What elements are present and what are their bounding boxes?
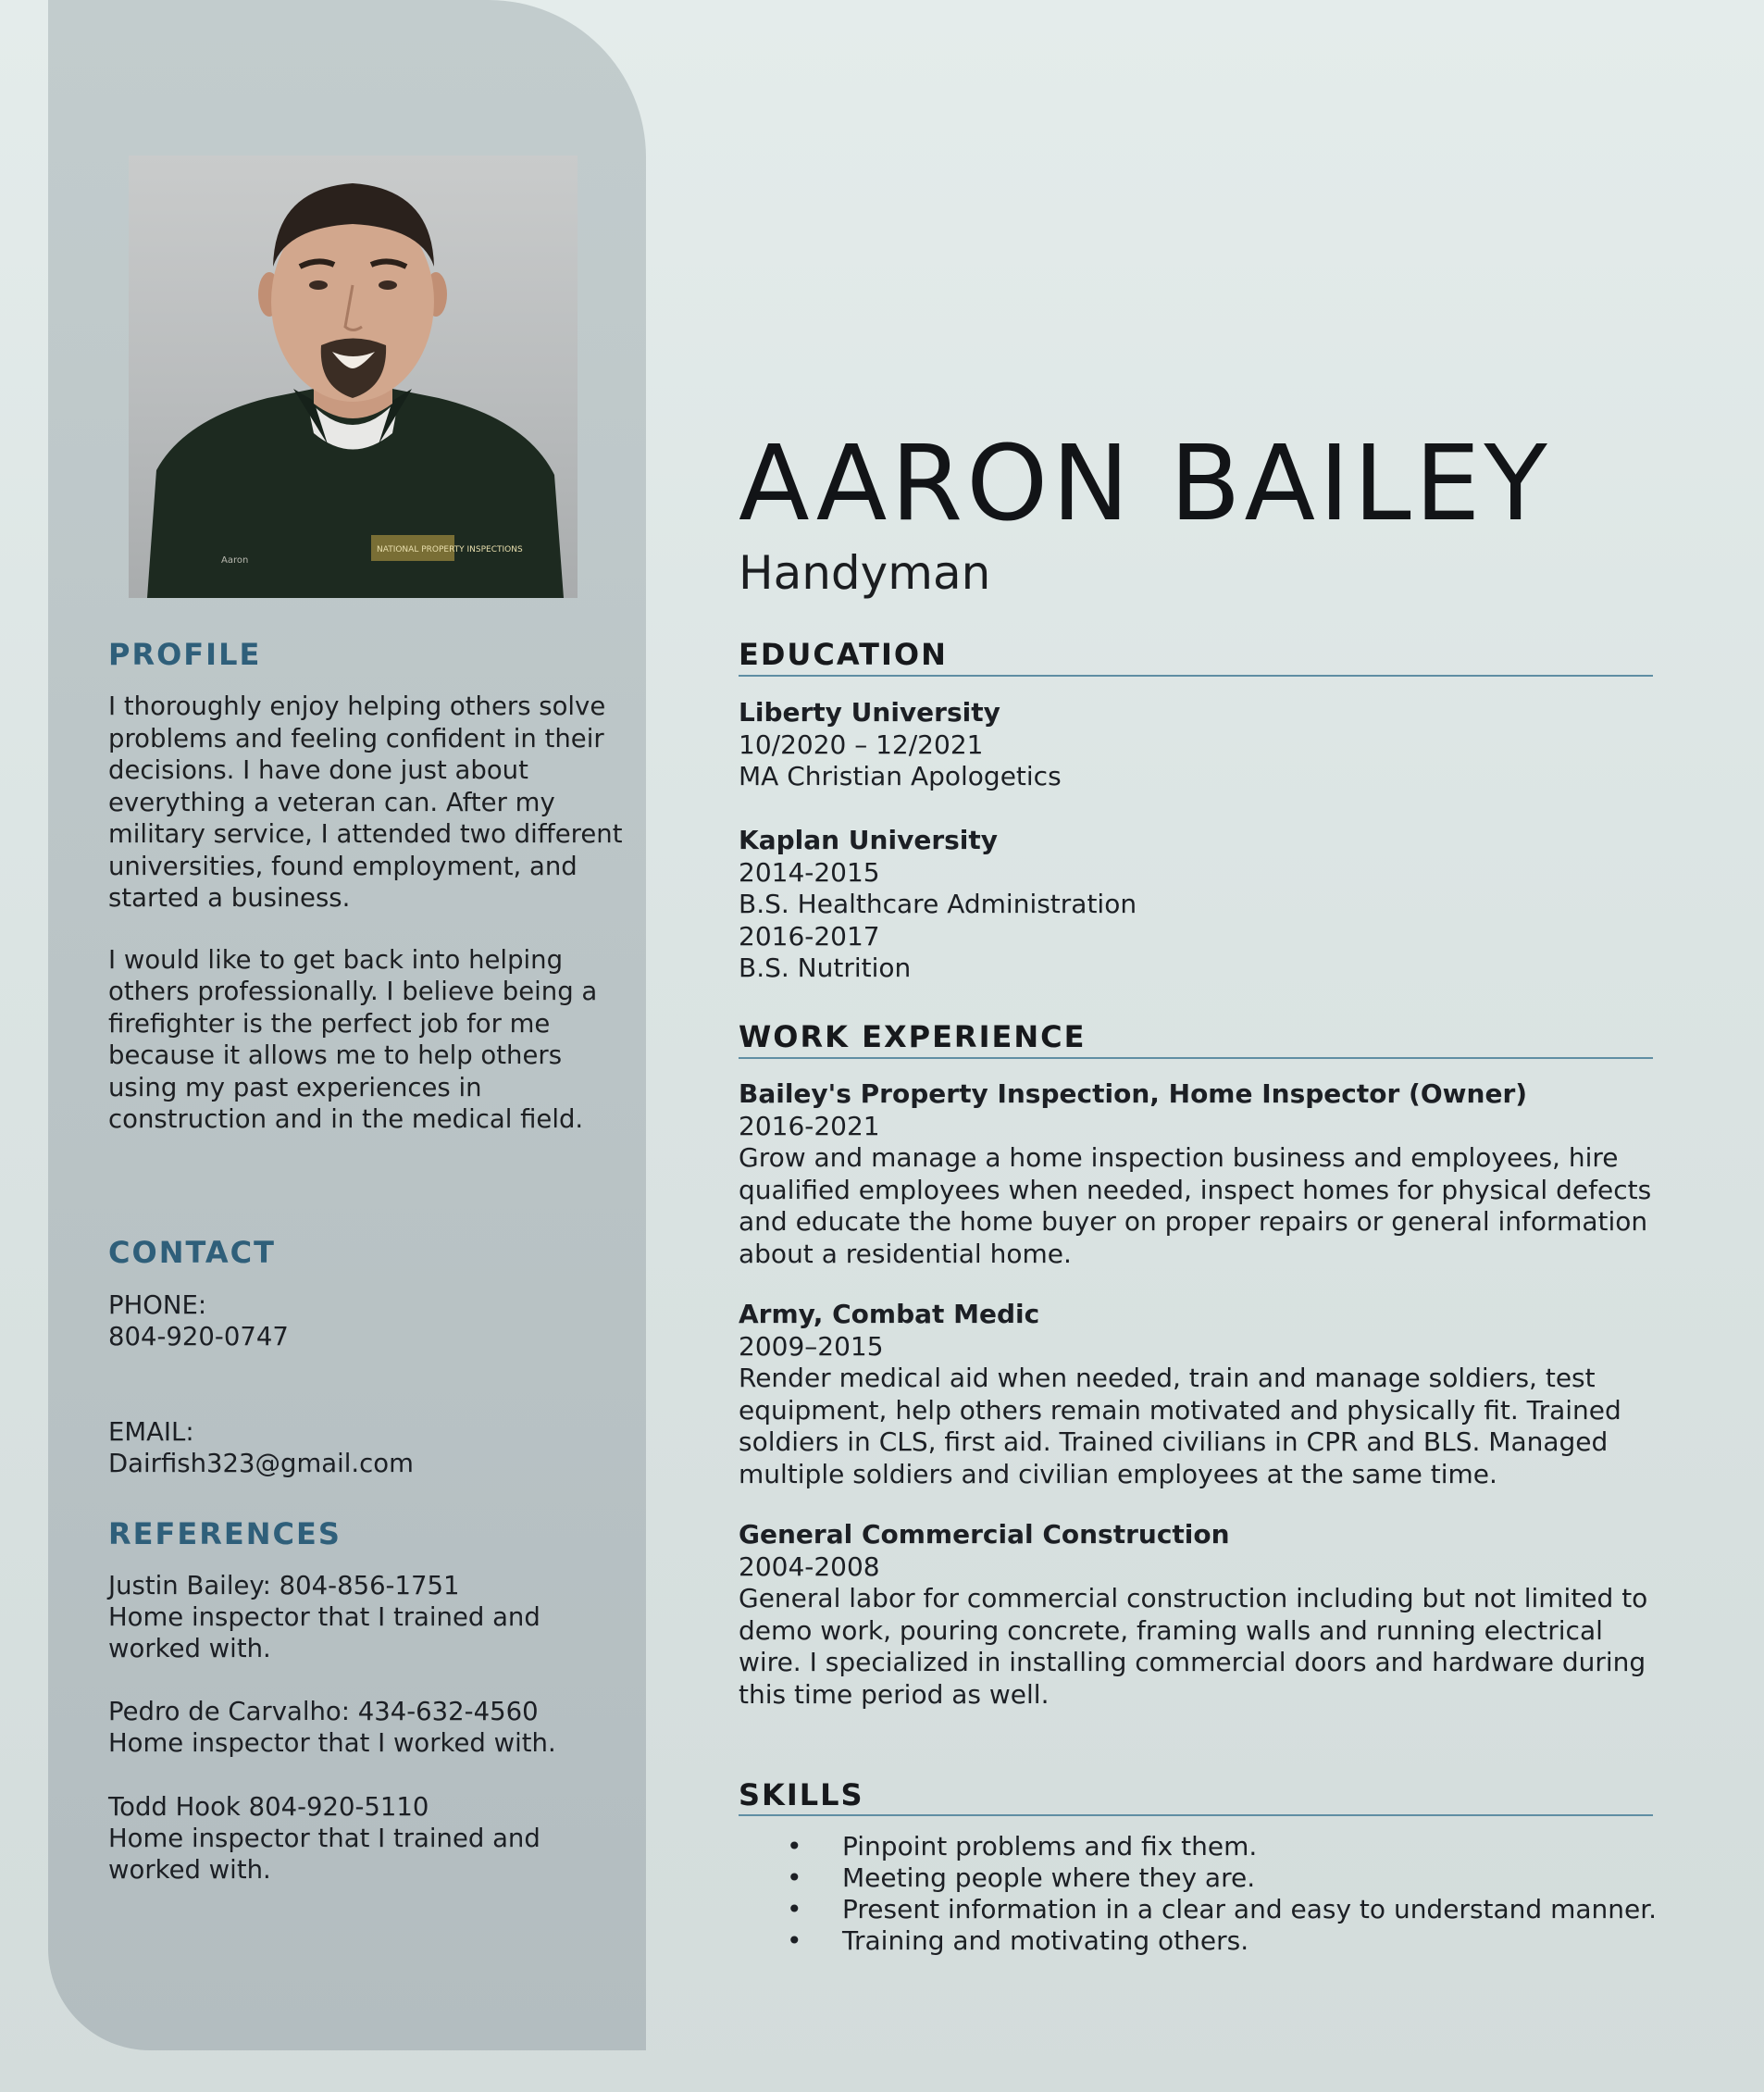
reference-note: worked with. — [108, 1855, 271, 1885]
education-line: 10/2020 – 12/2021 — [739, 728, 984, 760]
profile-photo — [129, 156, 578, 598]
job-dates: 2009–2015 — [739, 1330, 884, 1362]
education-line: 2016-2017 — [739, 920, 880, 952]
education-line: 2014-2015 — [739, 856, 880, 888]
education-line: B.S. Nutrition — [739, 953, 912, 983]
skills-list — [739, 1831, 1664, 1957]
section-divider — [739, 1057, 1653, 1059]
candidate-name: AARON BAILEY — [739, 424, 1551, 544]
reference-name: Todd Hook 804-920-5110 — [108, 1792, 429, 1822]
skill-item — [739, 1894, 1664, 1925]
reference-name: Pedro de Carvalho: 434-632-4560 — [108, 1697, 539, 1726]
job-dates: 2004-2008 — [739, 1550, 880, 1582]
phone-label: PHONE: — [108, 1290, 207, 1320]
job-dates: 2016-2021 — [739, 1110, 880, 1141]
education-line: MA Christian Apologetics — [739, 761, 1062, 791]
profile-paragraph: I would like to get back into helping others professionally. I believe being a firefighter is the perfect job for me because it allows me to help others using my past experiences in construction and in the medical field. — [108, 944, 598, 1134]
shirt-name: Aaron — [221, 555, 249, 566]
education-line: B.S. Healthcare Administration — [739, 889, 1137, 919]
job-title: Bailey's Property Inspection, Home Inspector (Owner) — [739, 1078, 1528, 1109]
work-entry — [739, 1078, 1655, 1270]
skill-text: Present information in a clear and easy to understand manner. — [842, 1894, 1658, 1924]
work-entry — [739, 1519, 1655, 1711]
school-name: Liberty University — [739, 697, 1000, 728]
education-entry — [739, 825, 1664, 985]
skill-text: Meeting people where they are. — [842, 1862, 1256, 1893]
profile-paragraph: I thoroughly enjoy helping others solve problems and feeling confident in their decisions. I have done just about everything a veteran can. After my military service, I attended two different universities, found employment, and started a business. — [108, 691, 623, 913]
portrait-illustration — [129, 156, 578, 598]
bullet-icon: • — [787, 1831, 802, 1862]
job-description: Render medical aid when needed, train and manage soldiers, test equipment, help others remain motivated and physically fit. Trained soldiers in CLS, first aid. Trained civilians in CPR and BLS. Managed multiple soldiers and civilian employees at the same time. — [739, 1363, 1621, 1489]
section-divider — [739, 675, 1653, 677]
work-entry — [739, 1299, 1636, 1490]
phone-number: 804-920-0747 — [108, 1322, 289, 1351]
reference-note: Home inspector that I trained and — [108, 1824, 540, 1853]
reference-note: worked with. — [108, 1634, 271, 1663]
work-heading: WORK EXPERIENCE — [739, 1019, 1087, 1054]
profile-heading: PROFILE — [108, 637, 262, 672]
skill-text: Pinpoint problems and fix them. — [842, 1831, 1258, 1862]
school-name: Kaplan University — [739, 825, 999, 855]
bullet-icon: • — [787, 1862, 802, 1893]
email-label: EMAIL: — [108, 1417, 194, 1447]
reference-note: Home inspector that I trained and — [108, 1602, 540, 1632]
section-divider — [739, 1814, 1653, 1816]
skills-heading: SKILLS — [739, 1777, 864, 1812]
skill-item — [739, 1925, 1664, 1957]
references-heading: REFERENCES — [108, 1516, 342, 1551]
job-title: Army, Combat Medic — [739, 1299, 1040, 1329]
skill-text: Training and motivating others. — [842, 1925, 1249, 1956]
job-description: Grow and manage a home inspection business and employees, hire qualified employees when needed, inspect homes for physical defects and educate the home buyer on proper repairs or general information about a residential home. — [739, 1142, 1652, 1269]
profile-text — [108, 691, 627, 1165]
reference-name: Justin Bailey: 804-856-1751 — [108, 1571, 460, 1600]
skill-item — [739, 1831, 1664, 1862]
contact-heading: CONTACT — [108, 1235, 276, 1270]
candidate-title: Handyman — [739, 546, 991, 600]
job-title: General Commercial Construction — [739, 1519, 1230, 1550]
job-description: General labor for commercial construction including but not limited to demo work, pouring concrete, framing walls and running electrical wire. I specialized in installing commercial doors and hardware during this time period as well. — [739, 1583, 1648, 1710]
shirt-logo: NATIONAL PROPERTY INSPECTIONS — [377, 545, 523, 554]
education-entry — [739, 697, 1664, 793]
reference-note: Home inspector that I worked with. — [108, 1728, 556, 1758]
bullet-icon: • — [787, 1925, 802, 1956]
email-address: Dairfish323@gmail.com — [108, 1449, 414, 1478]
education-heading: EDUCATION — [739, 637, 948, 672]
skill-item — [739, 1862, 1664, 1894]
bullet-icon: • — [787, 1894, 802, 1924]
